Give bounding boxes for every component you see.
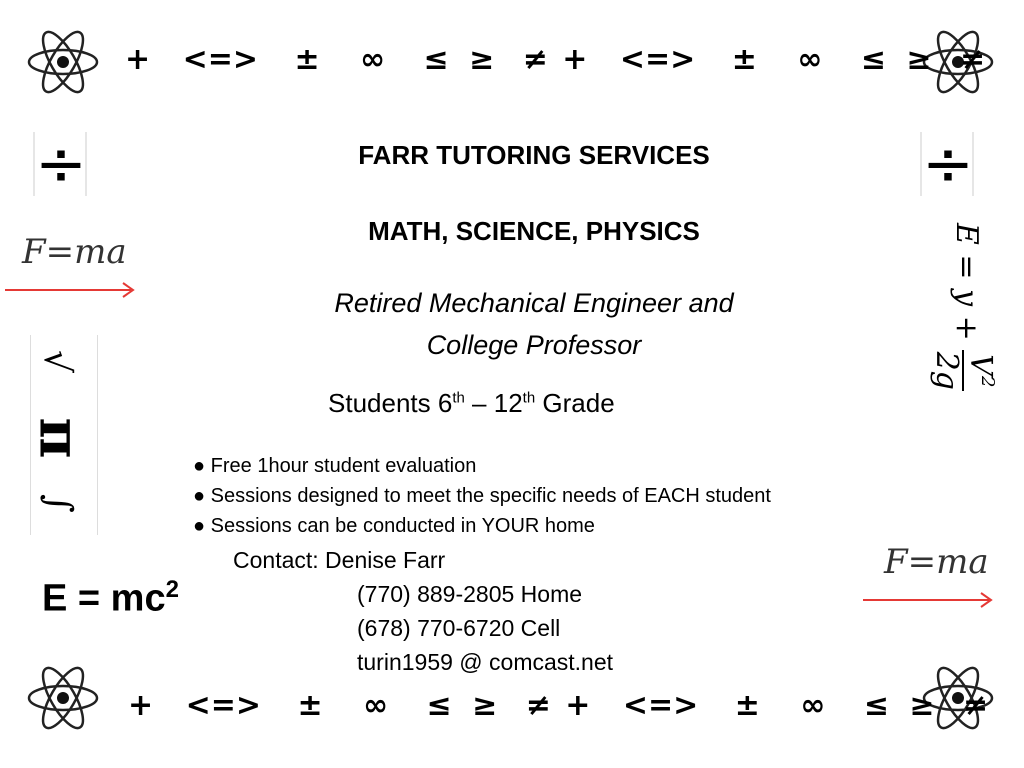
tagline-line2: College Professor [426,330,642,360]
symbol: <=> [619,42,696,77]
list-item: ● Sessions designed to meet the specific needs of EACH student [193,485,771,507]
symbol: ∞ [363,688,389,723]
symbol: ≥ [906,42,932,77]
f-equals-ma-formula: F=ma [22,232,127,272]
subjects-heading: MATH, SCIENCE, PHYSICS [368,216,700,246]
f-equals-ma-formula: F=ma [884,542,989,582]
symbol: ≠ [522,42,548,77]
symbol: ∞ [800,688,826,723]
symbol: + [128,688,154,723]
symbol: ≤ [426,688,452,723]
symbol: <=> [185,688,262,723]
email-address: turin1959 @ comcast.net [357,649,614,675]
symbol: ± [297,688,323,723]
pi-symbol: π [26,417,93,459]
symbol: ≤ [860,42,886,77]
symbol: ± [731,42,757,77]
symbol: + [125,42,151,77]
list-item: ● Free 1hour student evaluation [193,455,477,477]
features-list [193,451,771,541]
symbol: ∞ [797,42,823,77]
divide-icon: ÷ [35,127,87,200]
divide-icon: ÷ [922,127,974,200]
symbol: ≥ [472,688,498,723]
tagline-line1: Retired Mechanical Engineer and [334,288,734,318]
symbol: ≠ [963,688,989,723]
integral-symbol: ∫ [37,494,79,513]
list-item: ● Sessions can be conducted in YOUR home [193,515,595,537]
symbol: <=> [622,688,699,723]
symbol-row-bottom [128,688,988,723]
symbol: ≠ [525,688,551,723]
students-grade-line: Students 6th – 12th Grade [328,388,615,418]
symbol-row-top [125,42,985,77]
atom-icon [25,660,101,736]
emc2-formula: $E = mc^2$ [42,576,179,620]
phone-home: (770) 889-2805 Home [357,581,583,607]
symbol: <=> [182,42,259,77]
symbol: ≤ [423,42,449,77]
math-symbols-strip [26,335,98,535]
symbol: ± [734,688,760,723]
phone-cell: (678) 770-6720 Cell [357,615,561,641]
symbol: ∞ [360,42,386,77]
arrow-right-icon [5,280,140,300]
sqrt-symbol: √ [35,350,77,373]
symbol: ≥ [909,688,935,723]
atom-icon [25,24,101,100]
arrow-right-icon [863,590,998,610]
symbol: + [562,42,588,77]
symbol: ± [294,42,320,77]
energy-formula: E = y + $V^2$ 2g [933,223,1003,443]
symbol: ≠ [960,42,986,77]
symbol: ≥ [469,42,495,77]
contact-label: Contact: Denise Farr [233,547,446,573]
page-title: FARR TUTORING SERVICES [358,140,710,170]
symbol: + [565,688,591,723]
symbol: ≤ [863,688,889,723]
